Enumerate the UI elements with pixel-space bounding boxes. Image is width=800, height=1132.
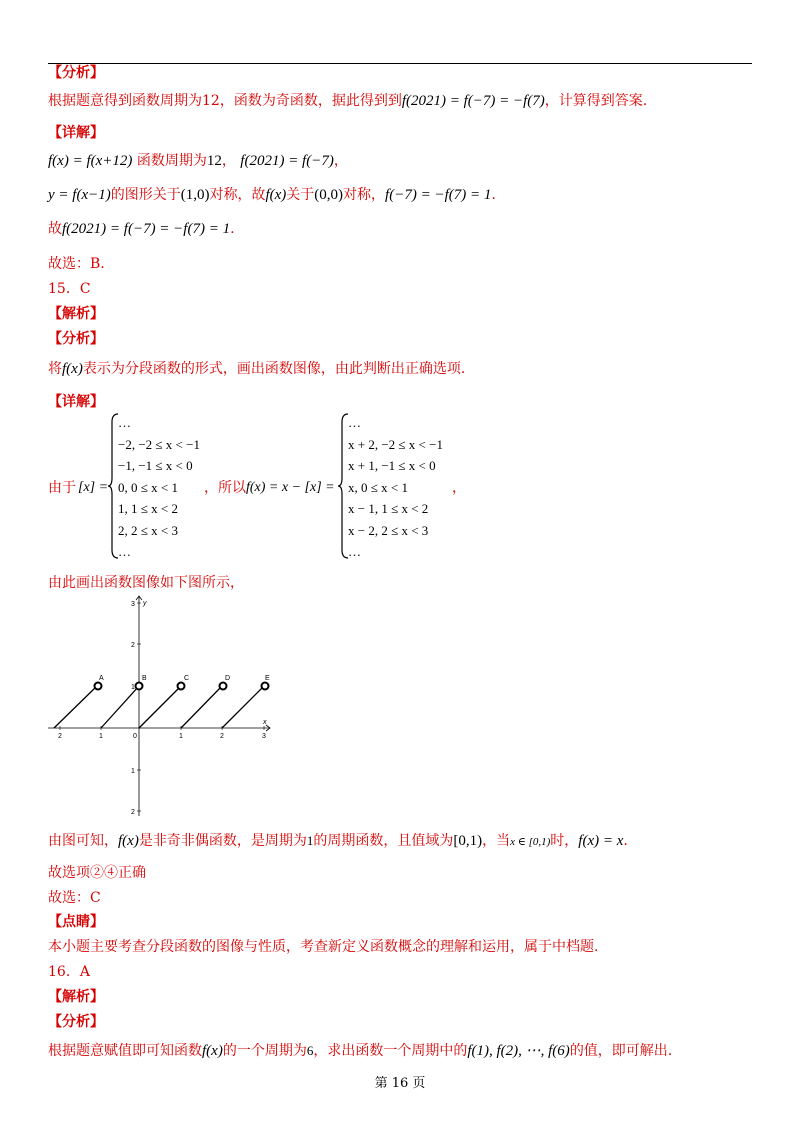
x-axis-label: x	[263, 719, 267, 726]
xiangjie-tag-14: 【详解】	[48, 125, 104, 141]
math: f(2021) = f(−7)	[240, 153, 334, 169]
math: (0,0)	[314, 187, 344, 203]
math: (1,0)	[180, 187, 210, 203]
open-point-a	[95, 683, 102, 690]
conclusion-15	[48, 832, 628, 851]
math: f(x) = x	[578, 833, 624, 849]
piece-end: ，	[452, 480, 466, 496]
function-segments	[54, 686, 264, 728]
fenxi-math: f(2021) = f(−7) = −f(7)	[401, 93, 545, 109]
y-tick-label: 2	[131, 809, 135, 816]
fenxi-tag-16: 【分析】	[48, 1014, 104, 1030]
xiangjie-line-1	[48, 152, 348, 170]
jiexi-tag-16: 【解析】	[48, 989, 104, 1005]
text: 对称，	[343, 187, 386, 203]
piece-row: x + 2, −2 ≤ x < −1	[348, 436, 443, 452]
segment	[222, 686, 264, 728]
xiangjie-line-2	[48, 186, 496, 204]
text: .	[623, 833, 628, 849]
math: [0,1)	[453, 833, 483, 849]
page-footer: 第 16 页	[374, 1076, 426, 1091]
graph-intro: 由此画出函数图像如下图所示，	[48, 575, 244, 591]
piece-row: …	[348, 415, 361, 430]
math: f(x)	[118, 833, 139, 849]
text: 对称，故	[209, 187, 266, 203]
fenxi-text-post: ，计算得到答案.	[544, 93, 648, 109]
x-tick-label: 3	[262, 733, 266, 740]
point-label: B	[142, 675, 147, 682]
text: .	[230, 221, 235, 237]
xiangjie-line-3	[48, 220, 235, 238]
tick-marks	[60, 603, 264, 811]
segment	[181, 686, 222, 728]
text: 故	[48, 221, 62, 237]
math: f(−7) = −f(7) = 1	[385, 187, 492, 203]
text: 将	[48, 361, 62, 377]
piece-row: …	[118, 544, 131, 559]
math: f(1), f(2), ⋯, f(6)	[467, 1043, 570, 1059]
fenxi-text-16	[48, 1042, 672, 1060]
piece-row: …	[118, 415, 131, 430]
piece-row: −2, −2 ≤ x < −1	[118, 436, 200, 452]
segment	[54, 686, 97, 728]
x-tick-label: 1	[179, 733, 183, 740]
piecewise-list-1	[118, 412, 200, 563]
y-axis-label: y	[143, 600, 147, 607]
y-tick-label: 3	[131, 601, 135, 608]
header-rule	[48, 63, 752, 64]
xiangjie-tag-15: 【详解】	[48, 394, 104, 410]
open-point-b	[136, 683, 143, 690]
x-tick-label: 1	[99, 733, 103, 740]
math: 6	[306, 1043, 314, 1058]
piece-row: 1, 1 ≤ x < 2	[118, 501, 178, 516]
math: f(x)	[265, 187, 287, 203]
math: 1	[306, 833, 314, 848]
text: 根据题意赋值即可知函数	[48, 1043, 202, 1059]
text: ，	[333, 153, 348, 169]
piecewise-list-2	[348, 412, 443, 563]
fenxi-tag-15: 【分析】	[48, 331, 104, 347]
piece-lhs-1: [x] =	[78, 480, 109, 495]
text: 表示为分段函数的形式，画出函数图像，由此判断出正确选项.	[82, 361, 466, 377]
text: 的值，即可解出.	[569, 1043, 673, 1059]
open-point-e	[262, 683, 269, 690]
answer-15: 故选：C	[48, 890, 101, 906]
text: 关于	[286, 187, 315, 203]
math: 12	[206, 153, 222, 169]
open-point-d	[220, 683, 227, 690]
text: 的一个周期为	[222, 1043, 307, 1059]
math: f(x)	[202, 1043, 223, 1059]
piece-row: x + 1, −1 ≤ x < 0	[348, 458, 436, 473]
text: 由图可知，	[48, 833, 118, 849]
segment	[139, 686, 181, 728]
math: f(2021) = f(−7) = −f(7) = 1	[62, 221, 231, 237]
math: f(x)	[62, 361, 83, 377]
text: 函数周期为	[136, 153, 207, 169]
options-text: 故选项②④正确	[48, 865, 146, 881]
fenxi-tag-14: 【分析】	[48, 65, 104, 81]
dianjing-tag: 【点睛】	[48, 914, 104, 930]
fenxi-text-pre: 根据题意得到函数周期为12，函数为奇函数，据此得到到	[48, 93, 402, 109]
segment	[101, 686, 139, 728]
piece-row: 0, 0 ≤ x < 1	[118, 479, 178, 495]
math: x ∈ [0,1)	[510, 836, 551, 848]
x-tick-label: 0	[133, 733, 137, 740]
fenxi-text-14	[48, 92, 647, 110]
math: f(x) = f(x+12)	[48, 153, 133, 169]
text: 的周期函数，且值域为	[313, 833, 454, 849]
piece-row: x − 1, 1 ≤ x < 2	[348, 501, 429, 516]
text: 是非奇非偶函数，是周期为	[138, 833, 307, 849]
text: ，当	[482, 833, 511, 849]
math: y = f(x−1)	[48, 187, 111, 203]
function-graph	[44, 592, 284, 822]
piece-row: −1, −1 ≤ x < 0	[118, 458, 193, 473]
text: 的图形关于	[110, 187, 181, 203]
point-label: C	[184, 675, 190, 682]
text: ，	[221, 153, 236, 169]
y-tick-label: 2	[131, 642, 135, 649]
question-number-16: 16．A	[48, 964, 90, 980]
text: ，求出函数一个周期中的	[313, 1043, 468, 1059]
piece-mid: ，所以	[204, 480, 246, 496]
point-label: D	[225, 675, 231, 682]
piece-row: x − 2, 2 ≤ x < 3	[348, 522, 429, 538]
fenxi-text-15	[48, 360, 465, 378]
text: .	[491, 187, 496, 203]
x-tick-label: 2	[220, 733, 224, 740]
jiexi-tag-15: 【解析】	[48, 306, 104, 322]
question-number-15: 15．C	[48, 281, 91, 297]
y-tick-label: 1	[131, 684, 135, 691]
piece-lhs-2: f(x) = x − [x] =	[246, 480, 335, 495]
text: 时，	[550, 833, 579, 849]
piece-row: x, 0 ≤ x < 1	[348, 479, 408, 495]
piece-row: 2, 2 ≤ x < 3	[118, 522, 178, 538]
answer-14: 故选：B.	[48, 256, 105, 272]
piece-row: …	[348, 544, 361, 559]
open-points	[95, 683, 269, 690]
dianjing-text: 本小题主要考查分段函数的图像与性质，考查新定义函数概念的理解和运用，属于中档题.	[48, 939, 599, 955]
point-label: A	[99, 675, 104, 682]
x-tick-label: 2	[58, 733, 62, 740]
open-point-c	[178, 683, 185, 690]
y-tick-label: 1	[131, 768, 135, 775]
piece-prefix: 由于	[48, 480, 76, 496]
point-label: E	[265, 675, 270, 682]
